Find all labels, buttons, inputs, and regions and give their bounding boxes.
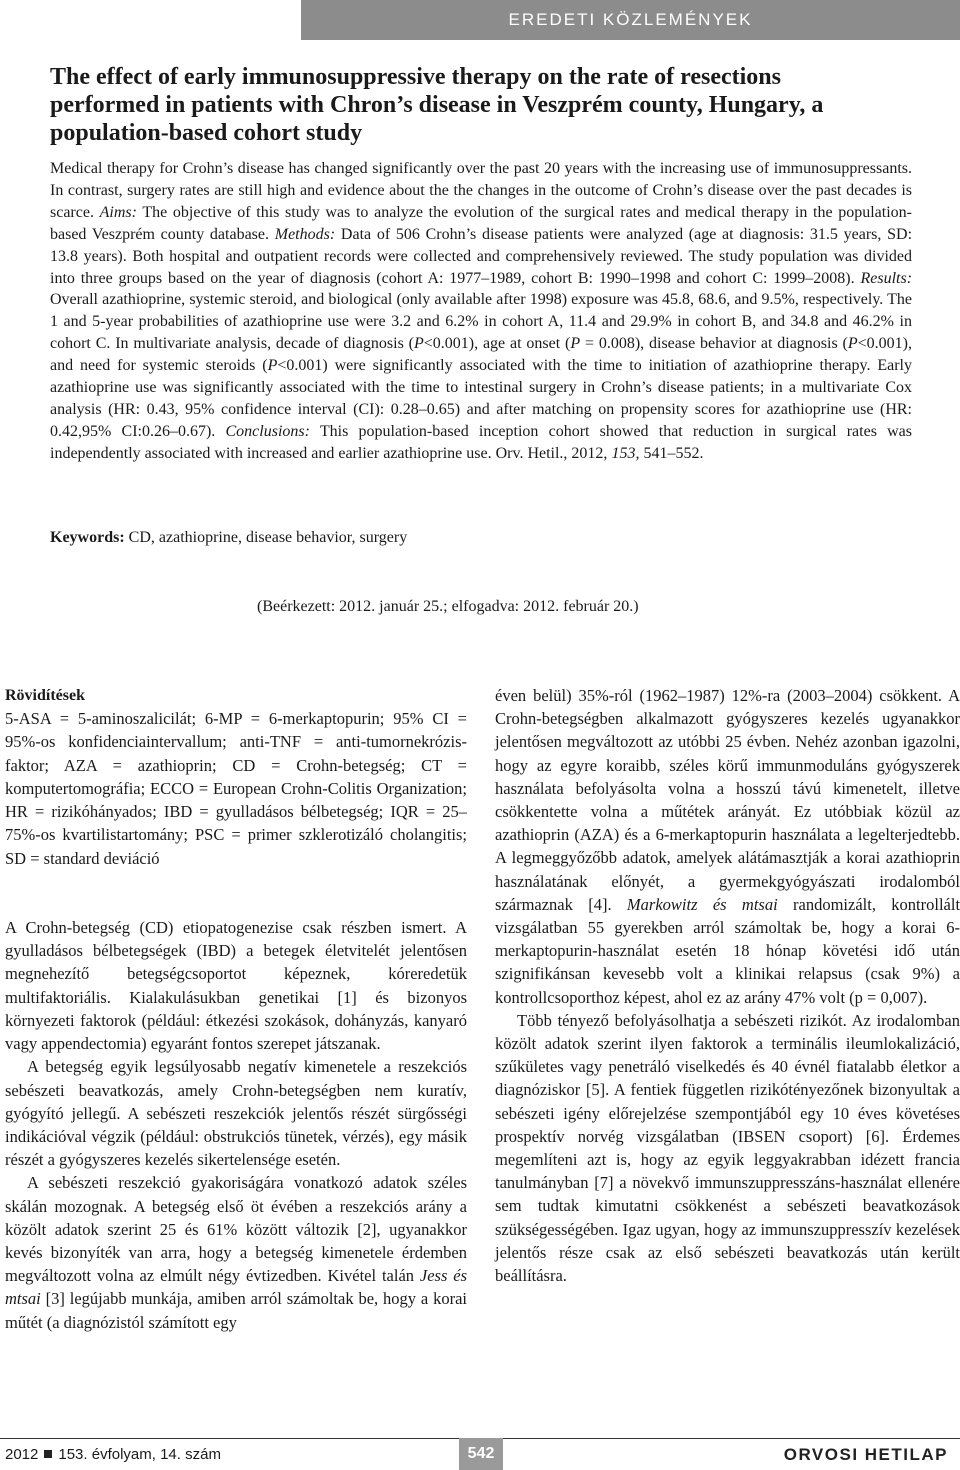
- body-paragraph: A Crohn-betegség (CD) etiopatogenezise csak részben ismert. A gyulladásos bélbetegségek (IBD) a betegek életvitelét jelentősen megnehezítő betegségcsoportot képeznek, kóreredetük multifaktoriális. Kialakulásukban genetikai [1] és bizonyos környezeti faktorok (például: étkezési szokások, dohányzás, kanyaró vagy appendectomia) egyaránt fontos szerepet játszanak.: [5, 918, 467, 1054]
- conclusions-label: Conclusions:: [225, 422, 310, 440]
- keywords-label: Keywords:: [50, 529, 125, 546]
- abbreviations-heading: Rövidítések: [5, 687, 85, 704]
- body-paragraph: [5, 1171, 467, 1333]
- paragraph-text: [3] legújabb munkája, amiben arról számoltak be, hogy a korai műtét (a diagnózistól számított egy: [5, 1289, 467, 1332]
- journal-name: ORVOSI HETILAP: [783, 1445, 948, 1464]
- keywords-list: CD, azathioprine, disease behavior, surgery: [128, 529, 408, 546]
- p-symbol: P: [413, 335, 424, 353]
- square-bullet-icon: [44, 1450, 52, 1458]
- abstract: [50, 158, 912, 465]
- abbreviations-text: 5-ASA = 5-aminoszalicilát; 6-MP = 6-merkaptopurin; 95% CI = 95%-os konfidenciaintervallum; anti-TNF = anti-tumornekrózis-faktor; AZA = azathioprin; CD = Crohn-betegség; CT = komputertomográfia; ECCO = European Crohn-Colitis Organization; HR = rizikóhányados; IBD = gyulladásos bélbetegség; IQR = 25–75%-os kvartilistartomány; PSC = primer szklerotizáló cholangitis; SD = standard deviáció: [5, 709, 467, 868]
- volume-number: 153,: [611, 444, 640, 462]
- aims-label: Aims:: [99, 203, 137, 221]
- author-citation: Markowitz és mtsai: [626, 894, 778, 914]
- abstract-results-b: <0.001), age at onset (: [423, 335, 571, 353]
- keywords: [50, 527, 912, 549]
- abstract-intro: Medical therapy for Crohn’s disease has changed significantly over the past 20 years with the increasing use of immunosuppressants. In contrast, surgery rates are still high and evidence about the the changes in the outcome of Crohn’s disease over the past decades is scarce.: [50, 160, 912, 221]
- section-tag-label: EREDETI KÖZLEMÉNYEK: [508, 10, 753, 29]
- paragraph-text: randomizált, kontrollált vizsgálatban 55 gyerekben arról számoltak be, hogy a korai 6-merkaptopurin-használat esetén 18 hónap követési idő után szignifikánsan kevesebb volt a klinikai relapsus (csak 9%) a kontrollcsoporthoz képest, ahol ez az arány 47% volt (p = 0,007).: [495, 894, 960, 1007]
- methods-label: Methods:: [274, 225, 336, 243]
- article-title: The effect of early immunosuppressive therapy on the rate of resections performed in patients with Chron’s disease in Veszprém county, Hungary, a population-based cohort study: [50, 64, 824, 146]
- results-label: Results:: [860, 269, 913, 287]
- page-range: 541–552.: [643, 444, 704, 462]
- abstract-results-c: = 0.008), disease behavior at diagnosis (: [580, 335, 848, 353]
- right-column: [495, 684, 960, 1287]
- abstract-results-e: <0.001) were significantly associated with the time to initiation of azathioprine therapy. Early azathioprine use was significantly associated with the time to intestinal surgery in Crohn’s disease patients; in a multivariate Cox analysis (HR: 0.43, 95% confidence interval (CI): 0.28–0.65) and after matching on propensity scores for azathioprine use (HR: 0.42,95% CI:0.26–0.67).: [50, 357, 912, 440]
- body-paragraph: A betegség egyik legsúlyosabb negatív kimenetele a reszekciós sebészeti beavatkozás, amely Crohn-betegségben nem kuratív, gyógyító jellegű. A sebészeti reszekciók jelentős részét sürgősségi indikációval végzik (például: obstrukciós tünetek, vérzés), egy másik részét a gyógyszeres kezelés sikertelensége esetén.: [5, 1057, 467, 1170]
- p-symbol: P: [847, 335, 858, 353]
- issue-volume: 153. évfolyam, 14. szám: [58, 1446, 221, 1463]
- paragraph-text: A sebészeti reszekció gyakoriságára vonatkozó adatok széles skálán mozognak. A betegség első öt évében a reszekciós arány a közölt adatok szerint 25 és 61% között változik [2], ugyanakkor kevés bizonyíték van arra, hogy a betegség kimenetele érdemben megváltozott volna az elmúlt négy évtizedben. Kivétel talán: [5, 1173, 467, 1286]
- abstract-aims: The objective of this study was to analyze the evolution of the surgical rates and medical therapy in the population-based Veszprém county database.: [50, 203, 912, 243]
- abstract-conclusions: This population-based inception cohort showed that reduction in surgical rates was independently associated with increased and earlier azathioprine use. Orv. Hetil., 2012,: [50, 422, 913, 462]
- section-tag: [301, 0, 960, 40]
- abstract-results-d: <0.001), and need for systemic steroids (: [50, 335, 913, 375]
- p-symbol: P: [570, 335, 581, 353]
- p-symbol: P: [267, 357, 278, 375]
- body-paragraph: Több tényező befolyásolhatja a sebészeti rizikót. Az irodalomban közölt adatok szerint ilyen faktorok a terminális ileumlokalizáció, szűkületes vagy penetráló viselkedés és 40 évnél fiatalabb életkor a diagnóziskor [5]. A fentiek független rizikótényezőnek bizonyultak a sebészeti igény előrejelzése szempontjából egy 10 éves követéses prospektív norvég vizsgálatban (IBSEN csoport) [6]. Érdemes megemlíteni azt is, hogy az egyik leggyakrabban idézett francia tanulmányban [7] a növekvő immunszuppresszáns-használat ellenére sem tudtak kimutatni csökkenést a sebészeti beavatkozások szükségességében. Igaz ugyan, hogy az immunszuppresszív kezelések jelentős része csak az első sebészeti beavatkozás után került beállításra.: [495, 1010, 960, 1286]
- abstract-methods: Data of 506 Crohn’s disease patients were analyzed (age at diagnosis: 31.5 years, SD: 13.8 years). Both hospital and outpatient records were collected and comprehensively reviewed. The study population was divided into three groups based on the year of diagnosis (cohort A: 1977–1989, cohort B: 1990–1998 and cohort C: 1999–2008).: [50, 225, 913, 287]
- page-number: 542: [459, 1438, 503, 1470]
- abstract-results-a: Overall azathioprine, systemic steroid, and biological (only available after 1998) exposure was 45.8, 68.6, and 9.5%, respectively. The 1 and 5-year probabilities of azathioprine use were 3.2 and 6.2% in cohort A, 11.4 and 29.9% in cohort B, and 34.8 and 46.2% in cohort C. In multivariate analysis, decade of diagnosis (: [50, 291, 912, 353]
- paragraph-text: éven belül) 35%-ról (1962–1987) 12%-ra (2003–2004) csökkent. A Crohn-betegségben alkalmazott gyógyszeres kezelés ugyanakkor jelentősen megváltozott az utóbbi 25 évben. Nehéz azonban igazolni, hogy az egyre koraibb, széles körű immunmoduláns gyógyszerek használata befolyásolta volna a hosszú távú kimenetelt, illetve csökkentette volna a műtétek arányát. Ez utóbbiak közül az azathioprin (AZA) és a 6-merkaptopurin használata a legelterjedtebb. A legmeggyőzőbb adatok, amelyek alátámasztják a korai azathioprin használatának előnyét, a gyermekgyógyászati irodalomból származnak [4].: [495, 686, 960, 914]
- body-paragraph: [495, 684, 960, 1009]
- issue-info: [5, 1446, 221, 1463]
- issue-year: 2012: [5, 1446, 39, 1463]
- left-column: [5, 684, 467, 1334]
- page-footer: [0, 1438, 960, 1470]
- author-citation: Jess és mtsai: [5, 1266, 467, 1309]
- received-dates: (Beérkezett: 2012. január 25.; elfogadva: 2012. február 20.): [257, 598, 639, 615]
